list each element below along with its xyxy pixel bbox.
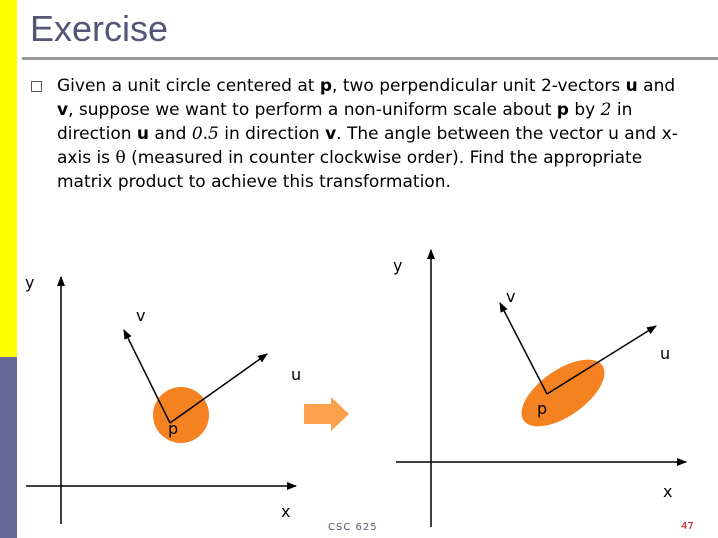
left-figure: [26, 277, 296, 524]
right-p-label: p: [537, 399, 548, 418]
left-v-vector: [124, 330, 170, 423]
right-x-label: x: [663, 482, 673, 501]
left-x-label: x: [281, 502, 291, 521]
right-figure: [396, 250, 686, 527]
right-y-label: y: [393, 256, 403, 275]
left-u-label: u: [291, 365, 302, 384]
right-v-vector: [500, 303, 547, 394]
right-v-label: v: [506, 287, 516, 306]
transform-arrow-icon: [304, 397, 349, 431]
course-footer: CSC 625: [328, 522, 378, 533]
right-u-label: u: [660, 344, 671, 363]
slide-title: Exercise: [30, 8, 169, 49]
left-p-label: p: [168, 419, 179, 438]
exercise-text: Given a unit circle centered at p, two perpendicular unit 2-vectors u and v, suppose we want to perform a non-uniform scale about p by 2 in direction u and 0.5 in direction v. The angle between the vector u and x-axis is θ (measured in counter clockwise order). Find the appropriate matrix product to achieve this transformation.: [57, 76, 678, 192]
left-v-label: v: [136, 306, 146, 325]
left-y-label: y: [25, 273, 35, 292]
page-number: 47: [681, 521, 694, 532]
